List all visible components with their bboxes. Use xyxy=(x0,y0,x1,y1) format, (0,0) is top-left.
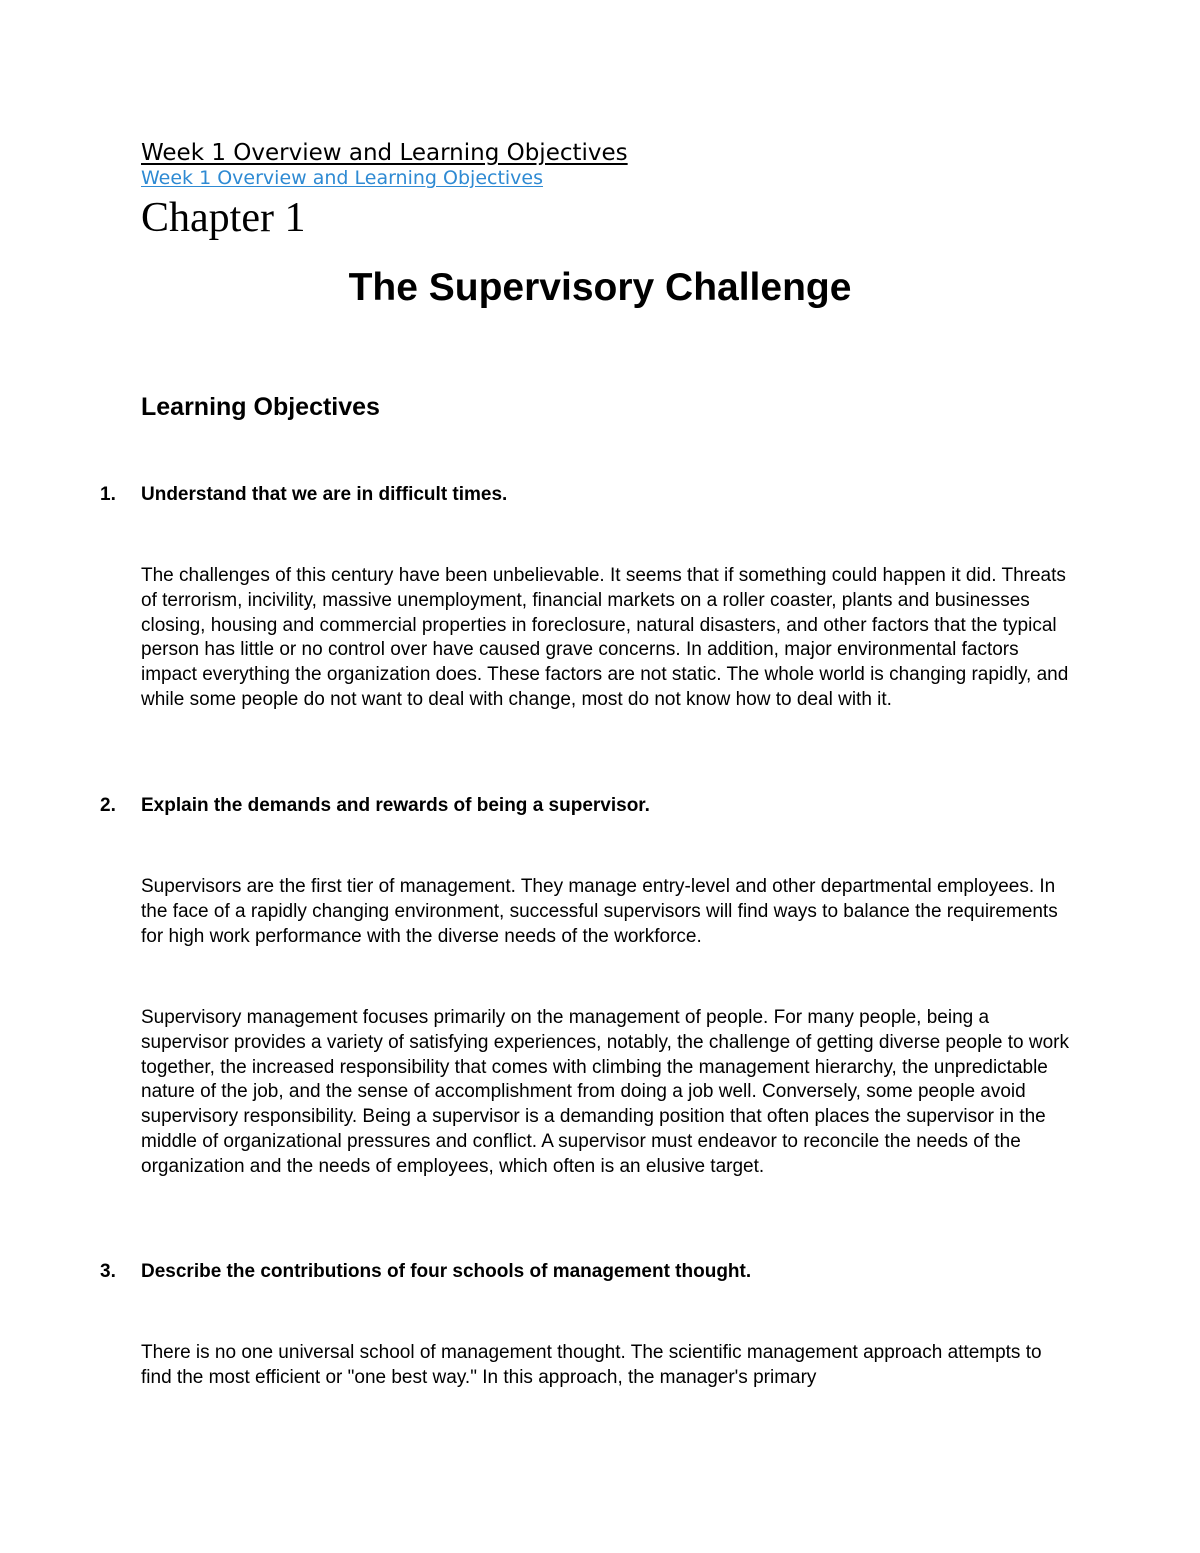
objective-paragraph: The challenges of this century have been unbelievable. It seems that if something could happen it did. Threats of terrorism, incivility, massive unemployment, financial markets on a roller coaster, plants and businesses closing, housing and commercial properties in foreclosure, natural disasters, and other factors that the typical person has little or no control over have caused grave concerns. In addition, major environmental factors impact everything the organization does. These factors are not static. The whole world is changing rapidly, and while some people do not want to deal with change, most do not know how to deal with it. xyxy=(141,565,1069,710)
page-title: The Supervisory Challenge xyxy=(348,266,852,309)
objective-number: 2. xyxy=(100,795,116,816)
objective-paragraph: Supervisors are the first tier of management. They manage entry-level and other departmental employees. In the face of a rapidly changing environment, successful supervisors will find ways to balance the requirements for high work performance with the diverse needs of the workforce. xyxy=(141,876,1058,947)
objective-paragraph: Supervisory management focuses primarily on the management of people. For many people, being a supervisor provides a variety of satisfying experiences, notably, the challenge of getting diverse people to work together, the increased responsibility that comes with climbing the management hierarchy, the unpredictable nature of the job, and the sense of accomplishment from doing a job well. Conversely, some people avoid supervisory responsibility. Being a supervisor is a demanding position that often places the supervisor in the middle of organizational pressures and conflict. A supervisor must endeavor to reconcile the needs of the organization and the needs of employees, which often is an elusive target. xyxy=(141,1007,1069,1177)
objective-number: 3. xyxy=(100,1261,116,1282)
objective-paragraph: There is no one universal school of management thought. The scientific management approach attempts to find the most efficient or "one best way." In this approach, the manager's primary xyxy=(141,1342,1042,1388)
chapter-label: Chapter 1 xyxy=(141,195,306,241)
week-overview-link[interactable]: Week 1 Overview and Learning Objectives xyxy=(141,167,544,189)
learning-objectives-heading: Learning Objectives xyxy=(141,393,380,421)
objective-text: Explain the demands and rewards of being a supervisor. xyxy=(141,795,650,816)
week-overview-heading: Week 1 Overview and Learning Objectives xyxy=(141,140,628,166)
objective-number: 1. xyxy=(100,484,116,505)
objective-text: Understand that we are in difficult times. xyxy=(141,484,508,505)
objective-text: Describe the contributions of four schools of management thought. xyxy=(141,1261,752,1282)
